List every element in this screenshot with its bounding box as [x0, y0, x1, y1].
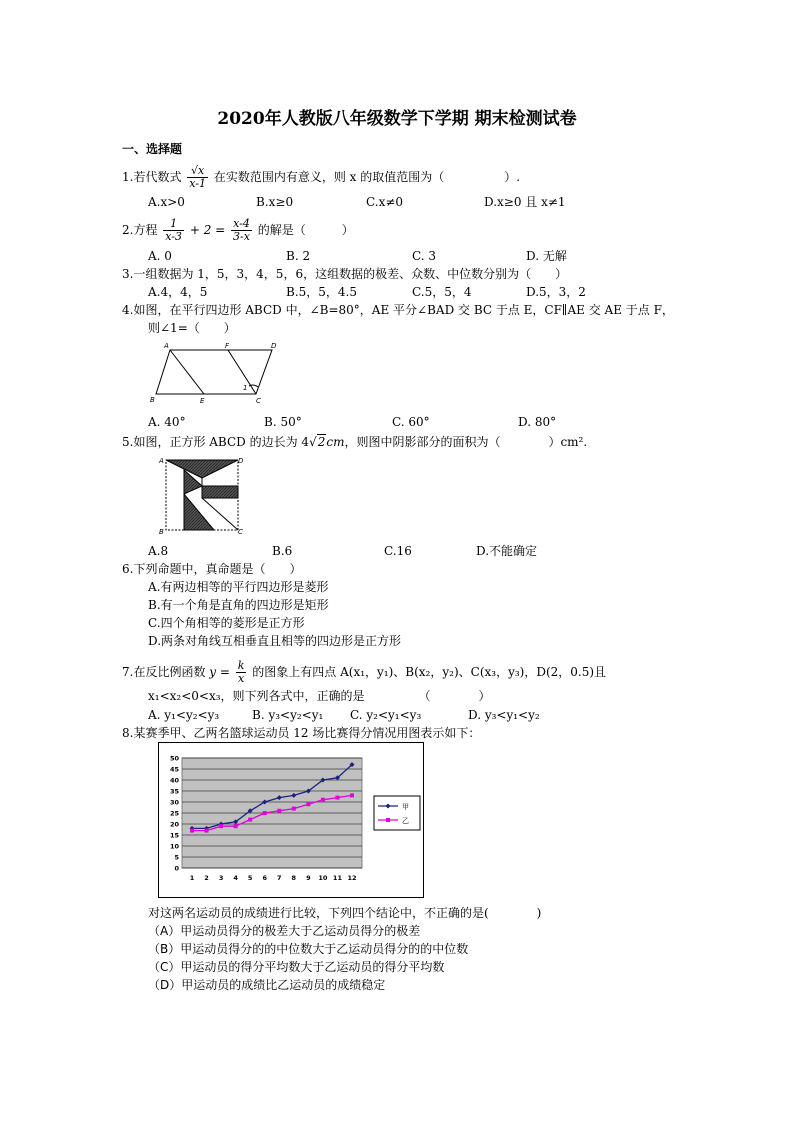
q1-post: 在实数范围内有意义，则 x 的取值范围为（ ）.: [213, 170, 521, 184]
q1-stem: [122, 165, 520, 190]
label-a: A: [164, 342, 169, 350]
q3-option-d: D.5，3，2: [526, 285, 586, 299]
segment-cf: [228, 350, 256, 394]
y-tick-label: 0: [174, 864, 179, 873]
x-tick-label: 11: [332, 874, 342, 882]
x-tick-label: 12: [347, 874, 357, 882]
q5-pre: 5.如图，正方形 ABCD 的边长为 4: [122, 435, 310, 449]
data-point-yi: [190, 829, 194, 833]
parallelogram-abcd: [156, 350, 272, 394]
x-tick-label: 10: [318, 874, 328, 882]
q1-option-a: A.x>0: [148, 195, 185, 209]
q6-stem: 6.下列命题中，真命题是（ ）: [122, 562, 302, 576]
q8-option-a: （A）甲运动员得分的极差大于乙运动员得分的极差: [148, 924, 421, 938]
q5-unit: cm: [326, 435, 345, 449]
q3-stem: 3.一组数据为 1，5，3，4，5，6，这组数据的极差、众数、中位数分别为（ ）: [122, 267, 568, 281]
q2-mid: + 2 =: [189, 223, 226, 237]
q6-option-b: B.有一个角是直角的四边形是矩形: [148, 598, 329, 612]
score-line-chart: [158, 742, 424, 898]
q8-question: 对这两名运动员的成绩进行比较，下列四个结论中，不正确的是( ): [148, 906, 542, 920]
data-point-yi: [350, 793, 354, 797]
shaded-triangle-top: [166, 460, 238, 478]
x-tick-label: 5: [247, 874, 253, 882]
q5-option-a: A.8: [148, 544, 169, 558]
shaded-triangle-bottom: [184, 494, 214, 530]
y-tick-label: 5: [174, 853, 179, 862]
q7-option-a: A. y₁<y₂<y₃: [148, 708, 220, 722]
q2-stem: [122, 218, 354, 243]
y-tick-label: 30: [169, 798, 179, 807]
q4-option-c: C. 60°: [392, 415, 430, 429]
q5-option-d: D.不能确定: [476, 544, 538, 558]
q4-stem-line1: 4.如图，在平行四边形 ABCD 中，∠B=80°，AE 平分∠BAD 交 BC 于点 E，CF∥AE 交 AE 于点 F，: [122, 303, 674, 317]
q2-fraction-right: [231, 218, 252, 243]
q4-option-a: A. 40°: [148, 415, 186, 429]
label-b: B: [159, 528, 164, 536]
data-point-yi: [234, 824, 238, 828]
q8-option-c: （C）甲运动员的得分平均数大于乙运动员的得分平均数: [148, 960, 445, 974]
q8-stem: 8.某赛季甲、乙两名篮球运动员 12 场比赛得分情况用图表示如下：: [122, 726, 481, 740]
q1-option-d: D.x≥0 且 x≠1: [484, 195, 566, 209]
label-a: A: [159, 457, 164, 465]
data-point-yi: [335, 796, 339, 800]
x-tick-label: 1: [189, 874, 195, 882]
data-point-yi: [306, 802, 310, 806]
q7-option-c: C. y₂<y₁<y₃: [350, 708, 422, 722]
q7-pre: 7.在反比例函数: [122, 665, 206, 679]
q2-f2-den: 3-x: [233, 230, 250, 243]
data-point-yi: [263, 811, 267, 815]
y-tick-label: 50: [169, 754, 179, 763]
q3-option-c: C.5，5，4: [412, 285, 472, 299]
x-tick-label: 4: [233, 874, 238, 882]
label-b: B: [150, 396, 155, 404]
legend-marker: [386, 818, 390, 822]
q7-y: y: [209, 665, 217, 679]
q7-eq: =: [219, 665, 230, 679]
q7-option-d: D. y₃<y₁<y₂: [468, 708, 540, 722]
legend-label: 乙: [402, 817, 409, 825]
q6-option-a: A.有两边相等的平行四边形是菱形: [148, 580, 329, 594]
q2-f1-den: x-3: [165, 230, 183, 243]
y-tick-label: 10: [169, 842, 179, 851]
y-tick-label: 15: [169, 831, 179, 840]
page-title: 2020年人教版八年级数学下学期 期末检测试卷: [217, 109, 577, 129]
q3-option-a: A.4，4，5: [148, 285, 208, 299]
q1-fraction-num: √x: [187, 165, 208, 178]
q7-fraction: [236, 660, 247, 685]
q6-option-c: C.四个角相等的菱形是正方形: [148, 616, 305, 630]
q2-option-b: B. 2: [286, 249, 311, 263]
label-c: C: [238, 528, 243, 536]
parallelogram-figure: [150, 340, 284, 406]
y-tick-label: 45: [169, 765, 179, 774]
q7-stem-line1: [122, 660, 606, 685]
q7-den: x: [238, 672, 245, 685]
q2-post: 的解是（ ）: [257, 223, 354, 237]
q2-option-c: C. 3: [412, 249, 437, 263]
data-point-yi: [277, 809, 281, 813]
q7-num: k: [237, 659, 245, 672]
q5-option-b: B.6: [272, 544, 293, 558]
q4-option-d: D. 80°: [518, 415, 557, 429]
square-figure: [158, 454, 244, 536]
x-tick-label: 8: [291, 874, 297, 882]
y-tick-label: 20: [169, 820, 179, 829]
q1-fraction: [187, 165, 208, 190]
x-tick-label: 3: [218, 874, 224, 882]
q3-option-b: B.5，5，4.5: [286, 285, 357, 299]
y-tick-label: 40: [169, 776, 179, 785]
q5-stem: 5.如图，正方形 ABCD 的边长为 4√2cm，则图中阴影部分的面积为（ ）cm².: [122, 435, 588, 449]
q1-option-b: B.x≥0: [256, 195, 294, 209]
legend-box: [374, 796, 420, 830]
q2-fraction-left: [163, 218, 184, 243]
q2-pre: 2.方程: [122, 223, 158, 237]
x-tick-label: 2: [204, 874, 209, 882]
q8-option-d: （D）甲运动员的成绩比乙运动员的成绩稳定: [148, 978, 386, 992]
legend-label: 甲: [402, 803, 409, 811]
q6-option-d: D.两条对角线互相垂直且相等的四边形是正方形: [148, 634, 402, 648]
q5-sqrt: 2: [317, 435, 326, 449]
q7-option-b: B. y₃<y₂<y₁: [252, 708, 324, 722]
q2-f2-num: x-4: [231, 218, 252, 231]
label-c: C: [256, 397, 261, 405]
section-heading: 一、选择题: [122, 142, 183, 156]
label-e: E: [200, 397, 205, 405]
q5-option-c: C.16: [384, 544, 412, 558]
q2-f1-num: 1: [163, 218, 184, 231]
x-tick-label: 7: [277, 874, 282, 882]
x-tick-label: 6: [262, 874, 267, 882]
x-tick-label: 9: [306, 874, 311, 882]
q7-stem-line2: x₁<x₂<0<x₃，则下列各式中，正确的是 （ ）: [148, 689, 491, 703]
y-tick-label: 25: [169, 809, 179, 818]
data-point-yi: [205, 829, 209, 833]
q7-post: 的图象上有四点 A(x₁，y₁)、B(x₂，y₂)、C(x₃，y₃)，D(2，0.5)且: [252, 665, 607, 679]
data-point-yi: [219, 824, 223, 828]
q2-option-d: D. 无解: [526, 249, 567, 263]
q5-post: ，则图中阴影部分的面积为（ ）cm².: [344, 435, 588, 449]
q4-option-b: B. 50°: [264, 415, 302, 429]
legend: [374, 796, 420, 830]
segment-ae: [170, 350, 204, 394]
label-d: D: [271, 342, 277, 350]
y-tick-label: 35: [169, 787, 179, 796]
shaded-band-middle: [202, 486, 238, 498]
q1-option-c: C.x≠0: [366, 195, 404, 209]
label-d: D: [238, 457, 244, 465]
q4-stem-line2: 则∠1=（ ）: [148, 321, 236, 335]
q2-option-a: A. 0: [148, 249, 172, 263]
label-f: F: [225, 342, 230, 350]
q1-fraction-den: x-1: [189, 177, 207, 190]
data-point-yi: [321, 798, 325, 802]
q1-pre: 1.若代数式: [122, 170, 182, 184]
label-angle-1: 1: [243, 384, 248, 392]
data-point-yi: [248, 818, 252, 822]
data-point-yi: [292, 807, 296, 811]
q8-option-b: （B）甲运动员得分的的中位数大于乙运动员得分的的中位数: [148, 942, 469, 956]
